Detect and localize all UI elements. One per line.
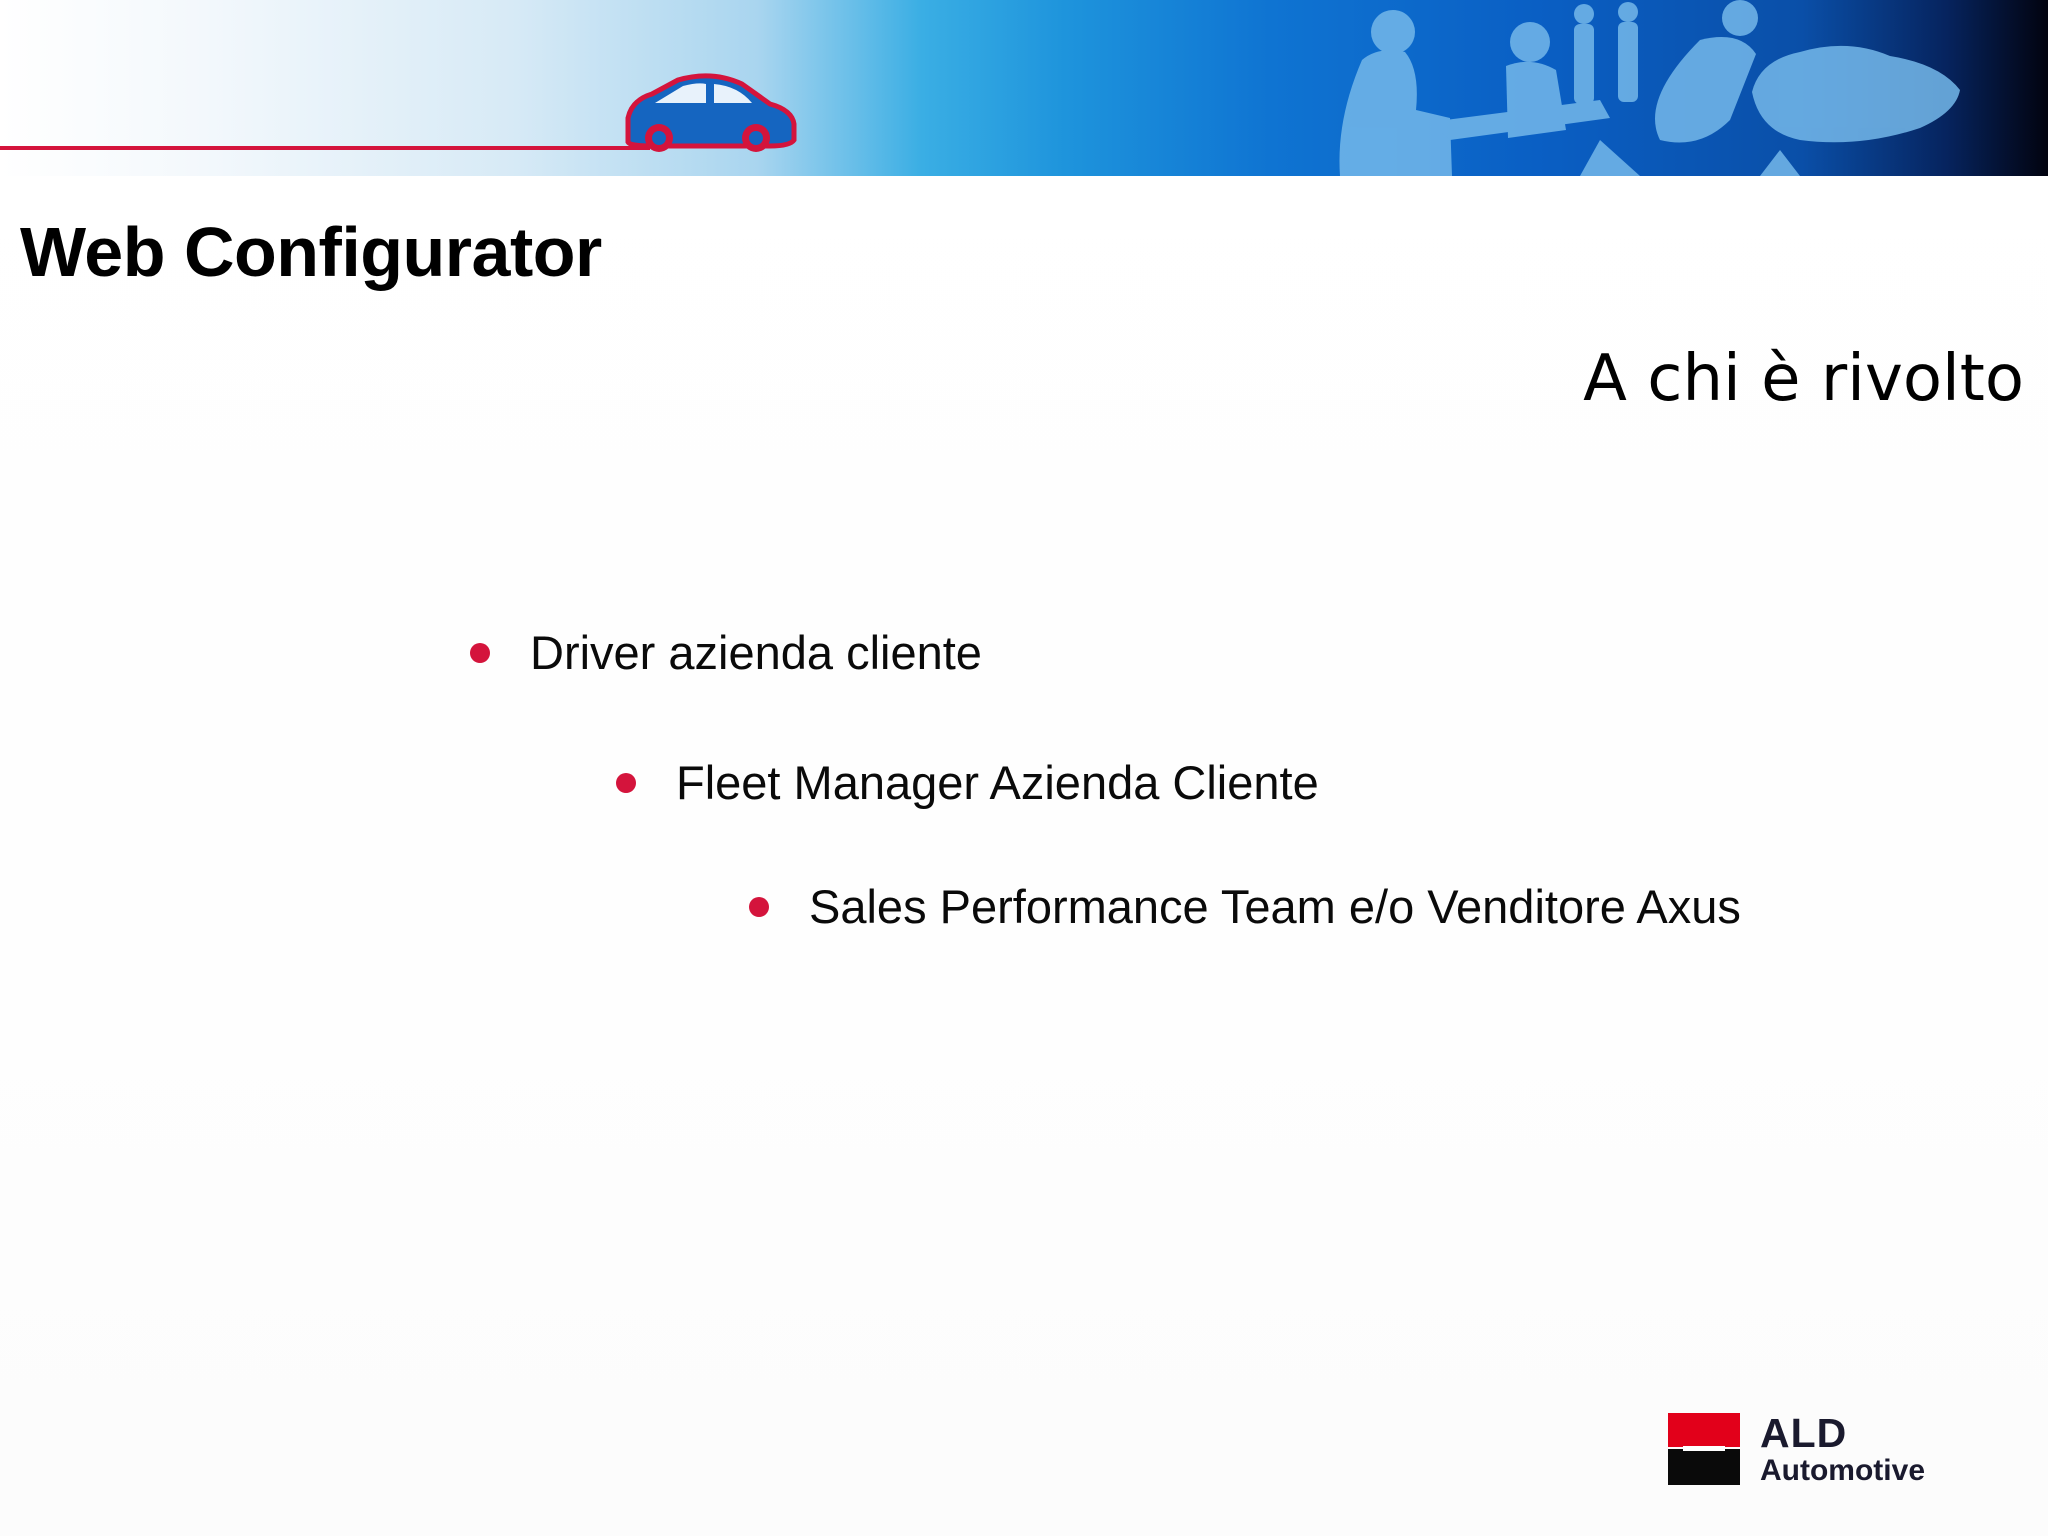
list-item-text: Fleet Manager Azienda Cliente [676,756,1319,809]
list-item-text: Sales Performance Team e/o Venditore Axus [809,880,1741,933]
logo-name: ALD [1760,1410,1848,1456]
list-item [470,625,982,680]
list-item-text: Driver azienda cliente [530,626,982,679]
ald-automotive-logo [1668,1410,1925,1489]
banner-illustration [0,0,2048,176]
list-item [749,879,1741,934]
bullet-dot-icon [616,773,636,793]
page-title: Web Configurator [20,213,602,291]
list-item [616,755,1319,810]
bullet-dot-icon [470,643,490,663]
section-subtitle: A chi è rivolto [1583,342,2024,416]
bullet-dot-icon [749,897,769,917]
car-road-icon [628,76,794,152]
header-banner [0,0,2048,176]
logo-tagline: Automotive [1760,1454,1925,1487]
logo-mark-icon [1668,1413,1740,1485]
people-car-silhouette-icon [1339,0,1960,176]
